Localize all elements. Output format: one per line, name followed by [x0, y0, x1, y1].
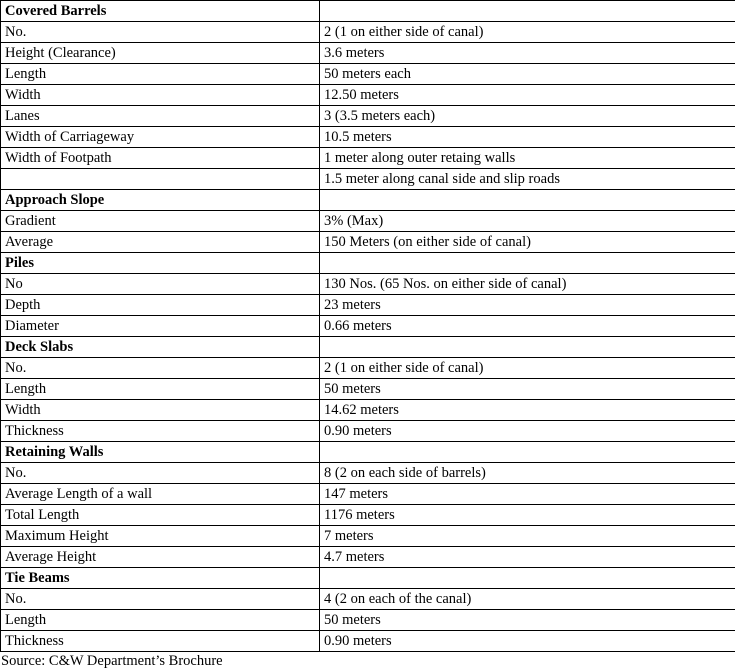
parameter-cell — [1, 169, 320, 190]
section-heading-row — [1, 442, 735, 463]
table-row — [1, 148, 735, 169]
value-cell: 14.62 meters — [320, 400, 735, 421]
section-heading-value-cell — [320, 442, 735, 463]
section-heading-row — [1, 1, 735, 22]
value-cell: 50 meters — [320, 610, 735, 631]
table-row — [1, 127, 735, 148]
table-row — [1, 106, 735, 127]
value-cell: 1.5 meter along canal side and slip roads — [320, 169, 735, 190]
parameter-cell: Length — [1, 64, 320, 85]
parameter-cell: No. — [1, 463, 320, 484]
table-row — [1, 463, 735, 484]
section-heading-value-cell — [320, 568, 735, 589]
parameter-cell: No — [1, 274, 320, 295]
table-row — [1, 64, 735, 85]
value-cell: 3% (Max) — [320, 211, 735, 232]
section-heading-value-cell — [320, 337, 735, 358]
table-row — [1, 526, 735, 547]
value-cell: 147 meters — [320, 484, 735, 505]
table-row — [1, 295, 735, 316]
table-row — [1, 631, 735, 652]
table-row — [1, 400, 735, 421]
table-row — [1, 421, 735, 442]
table-row — [1, 484, 735, 505]
table-row — [1, 505, 735, 526]
section-heading: Covered Barrels — [1, 1, 320, 22]
section-heading-value-cell — [320, 253, 735, 274]
section-heading: Approach Slope — [1, 190, 320, 211]
section-heading-value-cell — [320, 1, 735, 22]
parameter-cell: Length — [1, 379, 320, 400]
parameter-cell: Lanes — [1, 106, 320, 127]
value-cell: 0.90 meters — [320, 421, 735, 442]
section-heading-row — [1, 253, 735, 274]
source-note: Source: C&W Department’s Brochure — [1, 653, 223, 669]
table-row — [1, 379, 735, 400]
parameter-cell: Thickness — [1, 421, 320, 442]
parameter-cell: Width — [1, 85, 320, 106]
table-row — [1, 43, 735, 64]
parameter-cell: Width of Carriageway — [1, 127, 320, 148]
parameter-cell: Depth — [1, 295, 320, 316]
table-row — [1, 211, 735, 232]
value-cell: 50 meters — [320, 379, 735, 400]
parameter-cell: Width of Footpath — [1, 148, 320, 169]
table-row — [1, 169, 735, 190]
parameter-cell: Average — [1, 232, 320, 253]
value-cell: 7 meters — [320, 526, 735, 547]
value-cell: 10.5 meters — [320, 127, 735, 148]
parameter-cell: Width — [1, 400, 320, 421]
parameter-cell: Diameter — [1, 316, 320, 337]
table-row — [1, 274, 735, 295]
parameter-cell: Average Height — [1, 547, 320, 568]
table-row — [1, 589, 735, 610]
section-heading: Tie Beams — [1, 568, 320, 589]
parameter-cell: Gradient — [1, 211, 320, 232]
table-row — [1, 232, 735, 253]
table-row — [1, 85, 735, 106]
section-heading-row — [1, 568, 735, 589]
parameter-cell: Average Length of a wall — [1, 484, 320, 505]
section-heading: Piles — [1, 253, 320, 274]
value-cell: 50 meters each — [320, 64, 735, 85]
table-row — [1, 22, 735, 43]
table-row — [1, 358, 735, 379]
parameter-cell: No. — [1, 358, 320, 379]
parameter-cell: No. — [1, 22, 320, 43]
parameter-cell: Height (Clearance) — [1, 43, 320, 64]
value-cell: 4.7 meters — [320, 547, 735, 568]
value-cell: 8 (2 on each side of barrels) — [320, 463, 735, 484]
section-heading-row — [1, 190, 735, 211]
value-cell: 12.50 meters — [320, 85, 735, 106]
value-cell: 23 meters — [320, 295, 735, 316]
parameter-cell: Maximum Height — [1, 526, 320, 547]
value-cell: 2 (1 on either side of canal) — [320, 358, 735, 379]
table-row — [1, 316, 735, 337]
parameter-cell: Thickness — [1, 631, 320, 652]
value-cell: 1 meter along outer retaing walls — [320, 148, 735, 169]
section-heading: Deck Slabs — [1, 337, 320, 358]
value-cell: 3 (3.5 meters each) — [320, 106, 735, 127]
parameter-cell: Total Length — [1, 505, 320, 526]
section-heading-row — [1, 337, 735, 358]
value-cell: 4 (2 on each of the canal) — [320, 589, 735, 610]
parameter-cell: No. — [1, 589, 320, 610]
value-cell: 1176 meters — [320, 505, 735, 526]
parameter-cell: Length — [1, 610, 320, 631]
table-row — [1, 610, 735, 631]
table-row — [1, 547, 735, 568]
section-heading-value-cell — [320, 190, 735, 211]
value-cell: 0.90 meters — [320, 631, 735, 652]
section-heading: Retaining Walls — [1, 442, 320, 463]
value-cell: 3.6 meters — [320, 43, 735, 64]
value-cell: 150 Meters (on either side of canal) — [320, 232, 735, 253]
value-cell: 2 (1 on either side of canal) — [320, 22, 735, 43]
value-cell: 130 Nos. (65 Nos. on either side of canal) — [320, 274, 735, 295]
value-cell: 0.66 meters — [320, 316, 735, 337]
specifications-table-body — [1, 1, 735, 652]
